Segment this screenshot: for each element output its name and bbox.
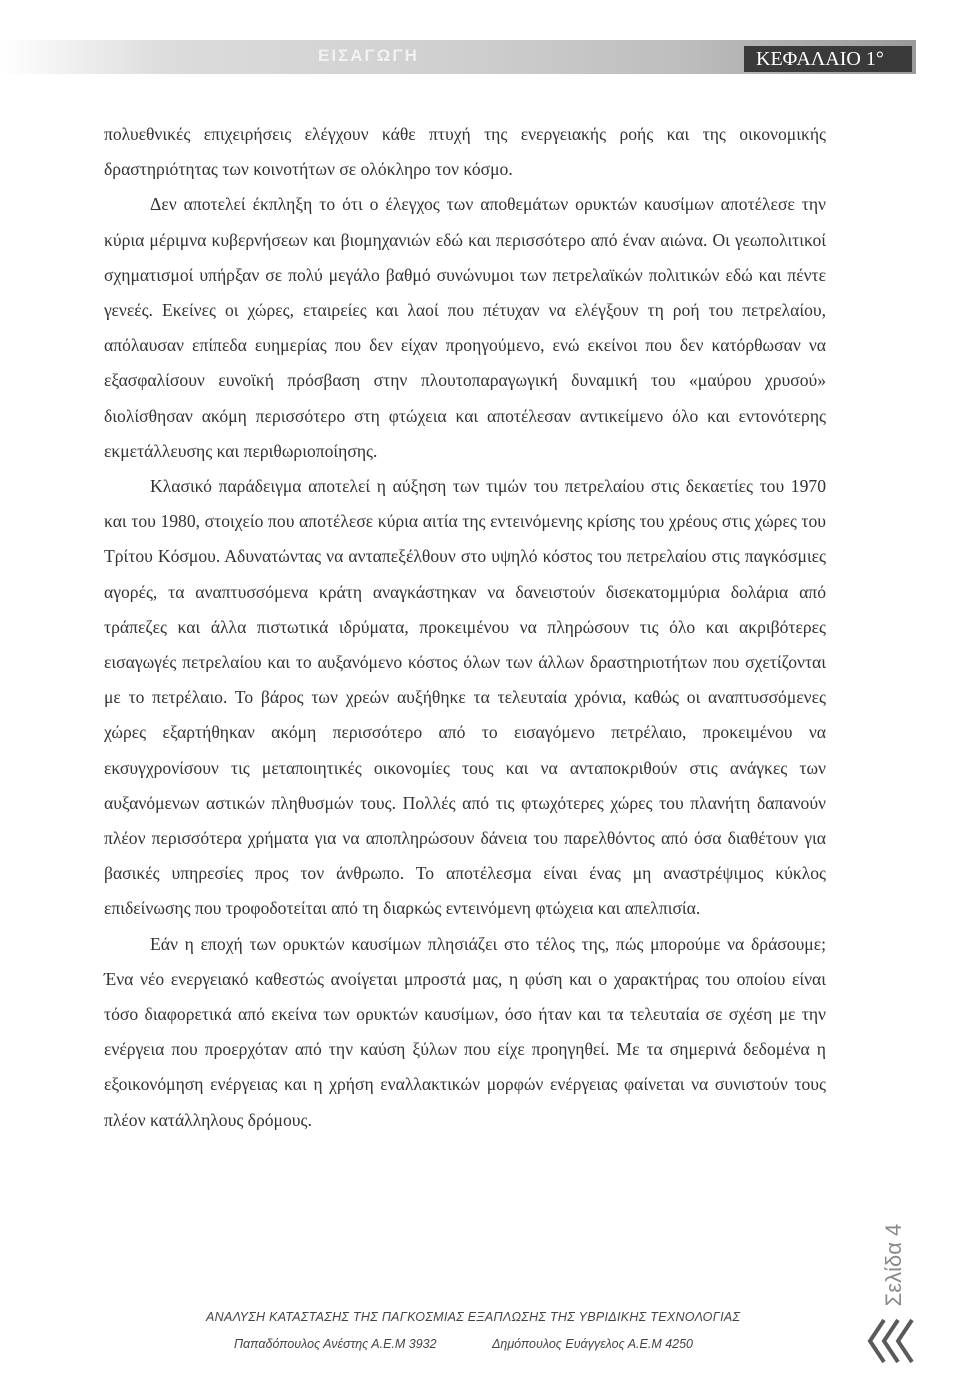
paragraph: Κλασικό παράδειγμα αποτελεί η αύξηση των τιμών του πετρελαίου στις δεκαετίες του 1970 και του 1980, στοιχείο που αποτέλεσε κύρια αιτία της εντεινόμενης κρίσης του χρέους στις χώρες του Τρίτου Κόσμου. Αδυνατώντας να ανταπεξέλθουν στο υψηλό κόστος του πετρελαίου στις παγκόσμιες αγορές, τα αναπτυσσόμενα κράτη αναγκάστηκαν να δανειστούν δισεκατομμύρια δολάρια από τράπεζες και άλλα πιστωτικά ιδρύματα, προκειμένου να πληρώσουν τις όλο και ακριβότερες εισαγωγές πετρελαίου και το αυξανόμενο κόστος όλων των άλλων δραστηριοτήτων που σχετίζονται με το πετρέλαιο. Το βάρος των χρεών αυξήθηκε τα τελευταία χρόνια, καθώς οι αναπτυσσόμενες χώρες εξαρτήθηκαν ακόμη περισσότερο από το εισαγόμενο πετρέλαιο, προκειμένου να εκσυγχρονίσουν τις μεταποιητικές οικονομίες τους και να ανταποκριθούν στις ανάγκες των αυξανόμενων αστικών πληθυσμών τους. Πολλές από τις φτωχότερες χώρες του πλανήτη δαπανούν πλέον περισσότερα χρήματα για να αποπληρώσουν δάνεια του παρελθόντος από όσα διαθέτουν για βασικές υπηρεσίες προς τον άνθρωπο. Το αποτέλεσμα είναι ένας μη αναστρέψιμος κύκλος επιδείνωσης που τροφοδοτείται από τη διαρκώς εντεινόμενη φτώχεια και απελπισία. (104, 476, 826, 919)
author-1: Παπαδόπουλος Ανέστης Α.Ε.Μ 3932 (234, 1337, 437, 1351)
document-body (104, 117, 826, 1138)
section-title: ΕΙΣΑΓΩΓΗ (318, 46, 419, 65)
triple-chevron-left-icon[interactable] (866, 1316, 920, 1366)
page-number-text: Σελίδα 4 (881, 1223, 906, 1307)
page-number-label (864, 1212, 924, 1322)
thesis-title: ΑΝΑΛΥΣΗ ΚΑΤΑΣΤΑΣΗΣ ΤΗΣ ΠΑΓΚΟΣΜΙΑΣ ΕΞΑΠΛΩΣΗΣ ΤΗΣ ΥΒΡΙΔΙΚΗΣ ΤΕΧΝΟΛΟΓΙΑΣ (206, 1310, 741, 1324)
paragraph: Δεν αποτελεί έκπληξη το ότι ο έλεγχος των αποθεμάτων ορυκτών καυσίμων αποτέλεσε την κύρια μέριμνα κυβερνήσεων και βιομηχανιών εδώ και περισσότερο από έναν αιώνα. Οι γεωπολιτικοί σχηματισμοί υπήρξαν σε πολύ μεγάλο βαθμό συνώνυμοι των πετρελαϊκών πολιτικών εδώ και πέντε γενεές. Εκείνες οι χώρες, εταιρείες και λαοί που πέτυχαν να ελέγξουν τη ροή του πετρελαίου, απόλαυσαν επίπεδα ευημερίας που δεν είχαν προηγούμενο, ενώ εκείνοι που δεν κατόρθωσαν να εξασφαλίσουν ευνοϊκή πρόσβαση στην πλουτοπαραγωγική δυναμική του «μαύρου χρυσού» διολίσθησαν ακόμη περισσότερο στη φτώχεια και αποτέλεσαν αντικείμενο όλο και εντονότερης εκμετάλλευσης και περιθωριοποίησης. (104, 194, 826, 461)
chapter-tab: ΚΕΦΑΛΑΙΟ 1° (744, 46, 912, 72)
paragraph: Εάν η εποχή των ορυκτών καυσίμων πλησιάζει στο τέλος της, πώς μπορούμε να δράσουμε; Ένα νέο ενεργειακό καθεστώς ανοίγεται μπροστά μας, η φύση και ο χαρακτήρας του οποίου είναι τόσο διαφορετικά από εκείνα των ορυκτών καυσίμων, όσο ήταν και τα τελευταία σε σχέση με την ενέργεια που προερχόταν από την καύση ξύλων που είχε προηγηθεί. Με τα σημερινά δεδομένα η εξοικονόμηση ενέργειας και η χρήση εναλλακτικών μορφών ενέργειας φαίνεται να συνιστούν τους πλέον κατάλληλους δρόμους. (104, 933, 826, 1130)
paragraph: πολυεθνικές επιχειρήσεις ελέγχουν κάθε πτυχή της ενεργειακής ροής και της οικονομικής δραστηριότητας των κοινοτήτων σε ολόκληρο τον κόσμο. (104, 124, 826, 180)
author-2: Δημόπουλος Ευάγγελος Α.Ε.Μ 4250 (492, 1337, 694, 1351)
